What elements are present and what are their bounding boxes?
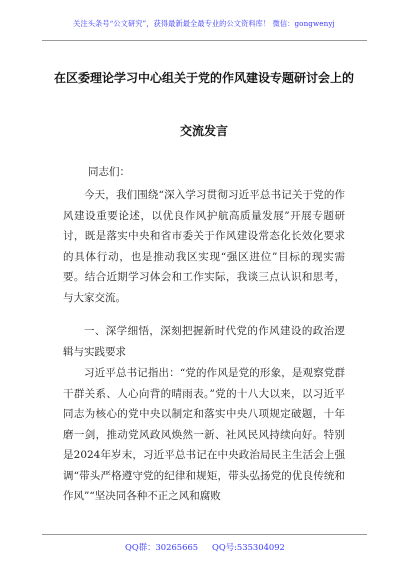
section-heading-1: 一、深学细悟，深刻把握新时代党的作风建设的政治逻辑与实践要求	[63, 325, 345, 358]
body-paragraph-intro: 今天，我们围绕“深入学习贯彻习近平总书记关于党的作风建设重要论述，以优良作风护航高质量发展”开展专题研讨，既是落实中央和省市委关于作风建设常态化长效化要求的具体行动，也是推动我区实现“强区进位”目标的现实需要。结合近期学习体会和工作实际，我谈三点认识和思考，与大家交流。	[63, 189, 345, 304]
footer-divider	[42, 534, 367, 535]
header-divider	[42, 40, 367, 41]
footer-qq-group: QQ群：30265665	[125, 542, 199, 552]
body-paragraph-quote: 习近平总书记指出：“党的作风是党的形象，是观察党群干群关系、人心向背的晴雨表。”党的十八大以来，以习近平同志为核心的党中央以制定和落实中央八项规定破题，十年磨一剑，推动党风政风焕然一新、社风民风持续向好。特别是2024年岁末，习近平总书记在中央政治局民主生活会上强调“带头严格遵守党的纪律和规矩，带头弘扬党的优良传统和作风”“坚决同各种不正之风和腐败	[63, 367, 345, 502]
document-title-line-1: 在区委理论学习中心组关于党的作风建设专题研讨会上的	[53, 71, 354, 85]
greeting: 同志们：	[88, 166, 130, 178]
header-banner: 关注头条号“公文研究”，获得最新最全最专业的公文资料库！ 微信：gongwenyj	[73, 19, 335, 28]
footer-qq-number: QQ号:535304092	[212, 542, 285, 552]
document-title-line-2: 交流发言	[179, 124, 228, 138]
